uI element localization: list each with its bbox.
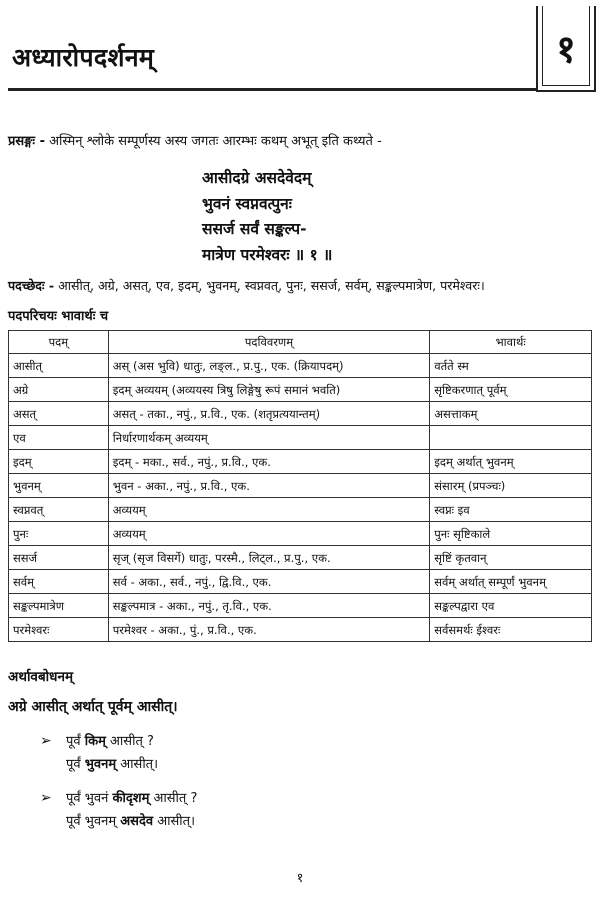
meaning-section-heading: अर्थावबोधनम् [8,669,74,685]
table-row [9,570,592,594]
verse-line: आसीदग्रे असदेवेदम् [202,169,312,187]
word-cell: असत् [9,402,109,426]
table-row [9,402,592,426]
table-section-heading: पदपरिचयः भावार्थः च [8,309,109,324]
table-row [9,522,592,546]
analysis-cell: सङ्कल्पमात्र - अका., नपुं., तृ.वि., एक. [108,594,429,618]
meaning-cell: संसारम् (प्रपञ्चः) [430,474,592,498]
table-row [9,546,592,570]
table-row [9,618,592,642]
header-rule [8,88,536,91]
table-row [9,498,592,522]
table-row [9,378,592,402]
verse [202,166,332,268]
question-text: पूर्वं [66,734,85,749]
verse-line: ससर्ज सर्वं सङ्कल्प- [202,220,307,238]
meaning-cell [430,426,592,450]
chapter-title: अध्यारोपदर्शनम् [12,43,155,72]
analysis-cell: अव्ययम् [108,498,429,522]
answer [40,810,197,833]
meaning-cell: सर्वम् अर्थात् सम्पूर्णं भुवनम् [430,570,592,594]
answer-text: पूर्वं भुवनम् [66,814,121,829]
word-analysis-table [8,330,592,642]
meaning-cell: स्वप्नः इव [430,498,592,522]
answer-text: आसीत्। [116,757,159,772]
column-header: पदविवरणम् [108,331,429,354]
meaning-cell: सङ्कल्पद्वारा एव [430,594,592,618]
chapter-number: १ [556,27,576,71]
answer [40,753,158,776]
meaning-cell: इदम् अर्थात् भुवनम् [430,450,592,474]
question-text: पूर्वं भुवनं [66,791,113,806]
word-cell: एव [9,426,109,450]
verse-line: मात्रेण परमेश्वरः ॥ १ ॥ [202,245,333,264]
question [40,787,197,810]
analysis-cell: निर्धारणार्थकम् अव्ययम् [108,426,429,450]
word-cell: अग्रे [9,378,109,402]
analysis-cell: भुवन - अका., नपुं., प्र.वि., एक. [108,474,429,498]
analysis-cell: इदम् अव्ययम् (अव्ययस्य त्रिषु लिङ्गेषु रूपं समानं भवति) [108,378,429,402]
table-row [9,474,592,498]
answer-text: आसीत्। [153,814,196,829]
word-split-text: आसीत्, अग्रे, असत्, एव, इदम्, भुवनम्, स्वप्नवत्, पुनः, ससर्ज, सर्वम्, सङ्कल्पमात्रेण, परमेश्वरः। [58,278,485,293]
analysis-cell: परमेश्वर - अका., पुं., प्र.वि., एक. [108,618,429,642]
word-cell: स्वप्नवत् [9,498,109,522]
arrow-bullet-icon: ➢ [40,790,52,806]
question-text: आसीत् ? [105,734,154,749]
arrow-bullet-icon: ➢ [40,733,52,749]
question-answer-block [40,730,158,776]
question-answer-block [40,787,197,833]
verse-line: भुवनं स्वप्नवत्पुनः [202,194,292,213]
question-text: आसीत् ? [149,791,198,806]
context-line [8,131,382,149]
meaning-cell: पुनः सृष्टिकाले [430,522,592,546]
word-cell: ससर्ज [9,546,109,570]
analysis-cell: सर्व - अका., सर्व., नपुं., द्वि.वि., एक. [108,570,429,594]
word-cell: परमेश्वरः [9,618,109,642]
table-row [9,594,592,618]
word-cell: पुनः [9,522,109,546]
meaning-line: अग्रे आसीत् अर्थात् पूर्वम् आसीत्। [8,699,178,715]
table-body [9,354,592,642]
word-cell: सङ्कल्पमात्रेण [9,594,109,618]
context-text: अस्मिन् श्लोके सम्पूर्णस्य अस्य जगतः आरम्भः कथम् अभूत् इति कथ्यते - [49,134,382,149]
page-number: १ [296,871,304,886]
analysis-cell: सृज् (सृज विसर्गे) धातुः, परस्मै., लिट्ल., प्र.पु., एक. [108,546,429,570]
meaning-cell: वर्तते स्म [430,354,592,378]
answer-text: पूर्वं [66,757,85,772]
table-row [9,450,592,474]
analysis-cell: इदम् - मका., सर्व., नपुं., प्र.वि., एक. [108,450,429,474]
word-cell: भुवनम् [9,474,109,498]
chapter-number-box [536,6,596,92]
word-cell: आसीत् [9,354,109,378]
table-header-row [9,331,592,354]
column-header: पदम् [9,331,109,354]
analysis-cell: अव्ययम् [108,522,429,546]
question [40,730,158,753]
meaning-cell: सृष्टिकरणात् पूर्वम् [430,378,592,402]
context-label: प्रसङ्गः - [8,134,45,149]
meaning-cell: असत्ताकम् [430,402,592,426]
word-cell: इदम् [9,450,109,474]
analysis-cell: असत् - तका., नपुं., प्र.वि., एक. (शतृप्रत्ययान्तम्) [108,402,429,426]
word-cell: सर्वम् [9,570,109,594]
analysis-cell: अस् (अस भुवि) धातुः, लङ्ल., प्र.पु., एक. (क्रियापदम्) [108,354,429,378]
table-row [9,354,592,378]
word-split-label: पदच्छेदः - [8,278,55,293]
meaning-cell: सृष्टिं कृतवान् [430,546,592,570]
column-header: भावार्थः [430,331,592,354]
answer-keyword: भुवनम् [84,757,117,772]
word-split-line [8,277,485,294]
table-row [9,426,592,450]
question-keyword: कीदृशम् [112,791,150,806]
answer-keyword: असदेव [120,814,154,829]
question-keyword: किम् [84,734,106,749]
meaning-cell: सर्वसमर्थः ईश्वरः [430,618,592,642]
